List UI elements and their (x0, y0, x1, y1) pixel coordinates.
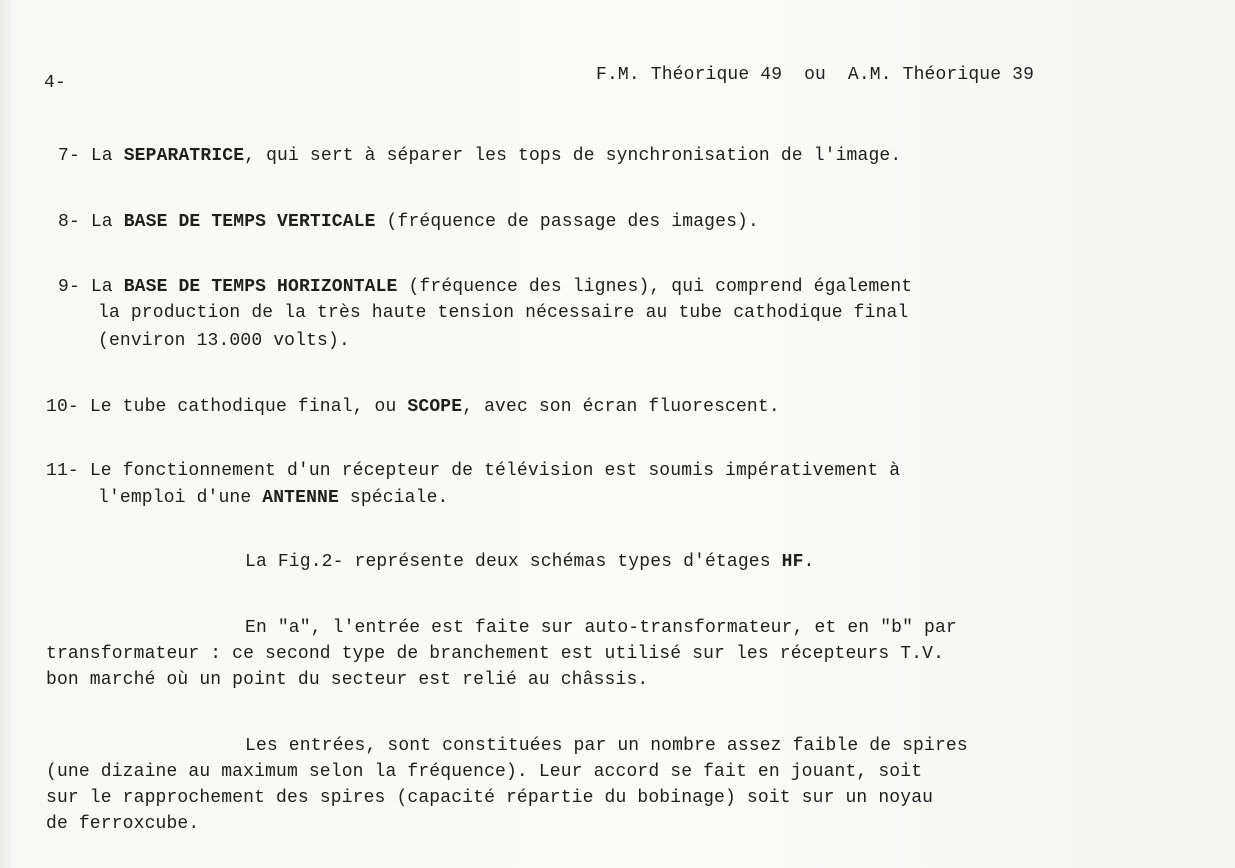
item-text: Le fonctionnement d'un récepteur de télévision est soumis impérativement à (89, 461, 901, 481)
item-term: SEPARATRICE (123, 146, 245, 166)
paragraph-2-line-4: de ferroxcube. (46, 814, 200, 834)
paragraph-2-line-1: Les entrées, sont constituées par un nombre assez faible de spires (245, 736, 968, 756)
figure-reference-text: La Fig.2- représente deux schémas types d'étages (245, 552, 782, 572)
list-item-8 (58, 211, 759, 233)
page-header: F.M. Théorique 49 ou A.M. Théorique 39 (596, 65, 1035, 85)
list-item-9 (58, 276, 912, 298)
list-item-9-line-3: (environ 13.000 volts). (98, 331, 350, 351)
list-item-7 (58, 145, 901, 167)
figure-reference (245, 551, 815, 573)
item-text: spéciale. (338, 488, 449, 508)
list-item-9-line-2: la production de la très haute tension nécessaire au tube cathodique final (98, 303, 909, 323)
item-number: 8- (58, 212, 80, 232)
item-text: (fréquence de passage des images). (375, 212, 759, 232)
item-number: 11- (46, 461, 79, 481)
item-text: Le tube cathodique final, ou (89, 397, 408, 417)
list-item-11 (46, 460, 900, 482)
item-text: , avec son écran fluorescent. (462, 397, 780, 417)
item-term: SCOPE (407, 397, 463, 417)
list-item-10 (46, 396, 780, 418)
item-text: La (90, 212, 124, 232)
figure-reference-term: HF (781, 552, 804, 572)
paragraph-2-line-3: sur le rapprochement des spires (capacité répartie du bobinage) soit sur un noyau (46, 788, 934, 808)
item-text: La (90, 277, 124, 297)
item-number: 10- (46, 397, 79, 417)
paragraph-1-line-3: bon marché où un point du secteur est relié au châssis. (46, 670, 649, 690)
paragraph-1-line-2: transformateur : ce second type de branchement est utilisé sur les récepteurs T.V. (46, 644, 945, 664)
item-term: BASE DE TEMPS HORIZONTALE (123, 277, 398, 297)
paragraph-2-line-2: (une dizaine au maximum selon la fréquence). Leur accord se fait en jouant, soit (46, 762, 923, 782)
item-term: ANTENNE (262, 488, 339, 508)
item-text: La (90, 146, 124, 166)
item-number: 9- (58, 277, 80, 297)
paragraph-1-line-1: En "a", l'entrée est faite sur auto-transformateur, et en "b" par (245, 618, 957, 638)
item-text: l'emploi d'une (98, 488, 263, 508)
list-item-11-line-2 (98, 487, 448, 509)
item-term: BASE DE TEMPS VERTICALE (123, 212, 376, 232)
figure-reference-text: . (803, 552, 815, 572)
page-number: 4- (44, 73, 66, 93)
item-number: 7- (58, 146, 80, 166)
item-text: (fréquence des lignes), qui comprend également (397, 277, 913, 297)
item-text: , qui sert à séparer les tops de synchronisation de l'image. (244, 146, 902, 166)
